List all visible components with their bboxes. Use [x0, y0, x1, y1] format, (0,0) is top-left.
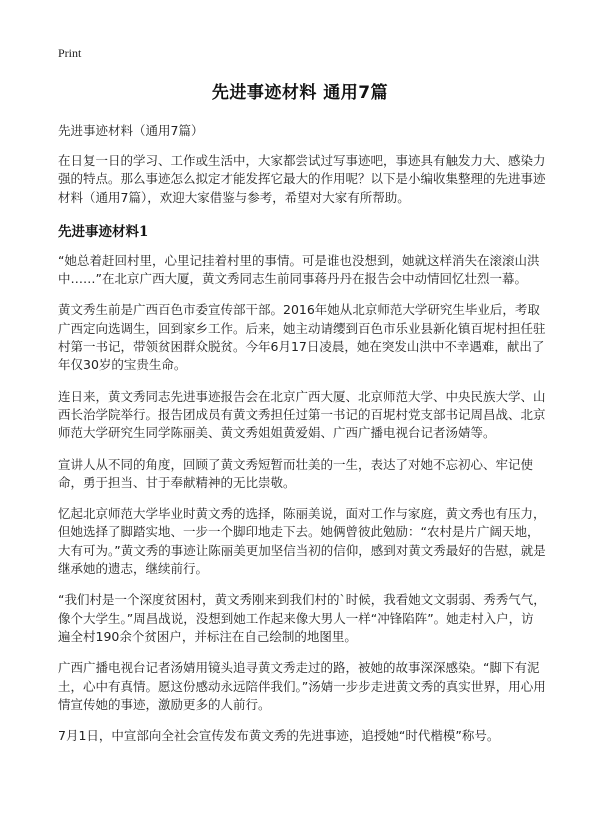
section-heading: 先进事迹材料1: [58, 223, 149, 240]
intro-paragraph: 在日复一日的学习、工作或生活中，大家都尝试过写事迹吧，事迹具有触发力大、感染力强的特点。那么事迹怎么拟定才能发挥它最大的作用呢？以下是小编收集整理的先进事迹材料（通用7篇），欢迎大家借鉴与参考，希望对大家有所帮助。: [58, 153, 546, 205]
paragraph: 宣讲人从不同的角度，回顾了黄文秀短暂而壮美的一生，表达了对她不忘初心、牢记使命，勇于担当、甘于奉献精神的无比崇敬。: [58, 456, 534, 490]
paragraph: 广西广播电视台记者汤婧用镜头追寻黄文秀走过的路，被她的故事深深感染。“脚下有泥土，心中有真情。愿这份感动永远陪伴我们。”汤婧一步步走进黄文秀的真实世界，用心用情宣传她的事迹，激励更多的人前行。: [58, 660, 546, 712]
paragraph: 忆起北京师范大学毕业时黄文秀的选择，陈丽美说，面对工作与家庭，黄文秀也有压力，但她选择了脚踏实地、一步一个脚印地走下去。她俩曾彼此勉励：“农村是片广阔天地，大有可为。”黄文秀的事迹让陈丽美更加坚信当初的信仰，感到对黄文秀最好的告慰，就是继承她的遗志，继续前行。: [58, 506, 546, 577]
print-link[interactable]: Print: [58, 46, 82, 60]
page-title: 先进事迹材料 通用7篇: [211, 83, 389, 103]
paragraph: 黄文秀生前是广西百色市委宣传部干部。2016年她从北京师范大学研究生毕业后，考取广西定向选调生，回到家乡工作。后来，她主动请缨到百色市乐业县新化镇百坭村担任驻村第一书记，带领贫困群众脱贫。今年6月17日凌晨，她在突发山洪中不幸遇难，献出了年仅30岁的宝贵生命。: [58, 302, 546, 373]
document-subtitle: 先进事迹材料（通用7篇）: [58, 123, 204, 138]
paragraph: 7月1日，中宣部向全社会宣传发布黄文秀的先进事迹，追授她“时代楷模”称号。: [58, 728, 500, 744]
paragraph: 连日来，黄文秀同志先进事迹报告会在北京广西大厦、北京师范大学、中央民族大学、山西长治学院举行。报告团成员有黄文秀担任过第一书记的百坭村党支部书记周昌战、北京师范大学研究生同学陈丽美、黄文秀姐姐黄爱娟、广西广播电视台记者汤婧等。: [58, 388, 546, 441]
document-body: [58, 122, 546, 758]
paragraph: “她总着赶回村里，心里记挂着村里的事情。可是谁也没想到，她就这样消失在滚滚山洪中……”在北京广西大厦，黄文秀同志生前同事蒋丹丹在报告会中动情回忆壮烈一幕。: [58, 252, 540, 287]
paragraph: “我们村是一个深度贫困村，黄文秀刚来到我们村的`时候，我看她文文弱弱、秀秀气气，像个大学生。”周昌战说，没想到她工作起来像大男人一样“冲锋陷阵”。她走村入户，访遍全村190余个贫困户，并标注在自己绘制的地图里。: [58, 592, 546, 644]
